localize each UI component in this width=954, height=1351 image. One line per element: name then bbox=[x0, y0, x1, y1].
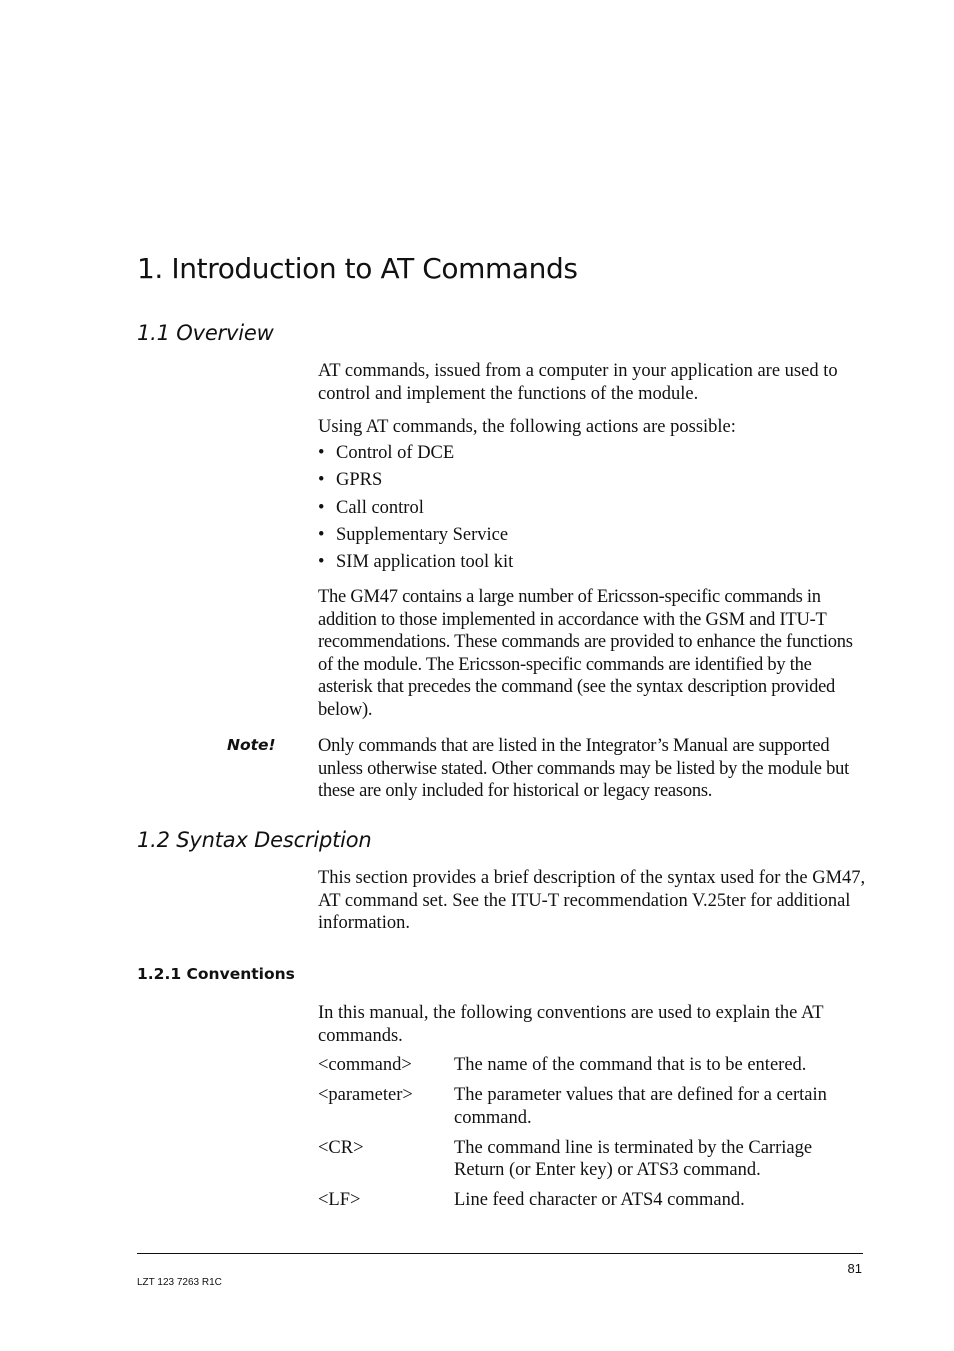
section-heading-syntax: 1.2 Syntax Description bbox=[137, 828, 372, 852]
overview-intro bbox=[318, 360, 866, 405]
conventions-intro bbox=[318, 1002, 866, 1047]
bullet-icon: • bbox=[318, 552, 325, 573]
table-row bbox=[318, 1084, 866, 1129]
footer-divider bbox=[137, 1253, 863, 1254]
conventions-table bbox=[318, 1054, 866, 1212]
list-item bbox=[318, 524, 513, 551]
table-row bbox=[318, 1054, 866, 1077]
list-item bbox=[318, 442, 513, 469]
bullet-icon: • bbox=[318, 443, 325, 463]
list-item-label: Call control bbox=[336, 497, 424, 518]
list-item-label: Supplementary Service bbox=[336, 524, 509, 545]
convention-description: The parameter values that are defined for a certain command. bbox=[454, 1085, 827, 1128]
chapter-heading: 1. Introduction to AT Commands bbox=[137, 252, 578, 285]
convention-description: Line feed character or ATS4 command. bbox=[454, 1190, 745, 1210]
overview-detail bbox=[318, 586, 866, 721]
convention-term: <command> bbox=[318, 1055, 412, 1075]
convention-description: The name of the command that is to be entered. bbox=[454, 1055, 807, 1075]
convention-term: <parameter> bbox=[318, 1085, 413, 1105]
convention-description: The command line is terminated by the Carriage Return (or Enter key) or ATS3 command. bbox=[454, 1137, 813, 1180]
table-row bbox=[318, 1189, 866, 1212]
note-text: Only commands that are listed in the Integrator’s Manual are supported unless otherwise stated. Other commands may be listed by the module but these are only included for historical or legacy reasons. bbox=[318, 736, 849, 801]
syntax-intro-text: This section provides a brief description of the syntax used for the GM47, AT command set. See the ITU-T recommendation V.25ter for additional information. bbox=[318, 868, 866, 933]
bullet-icon: • bbox=[318, 524, 325, 545]
conventions-intro-text: In this manual, the following conventions are used to explain the AT commands. bbox=[318, 1003, 824, 1046]
convention-term: <LF> bbox=[318, 1190, 361, 1210]
convention-term: <CR> bbox=[318, 1137, 364, 1158]
subsection-heading-conventions: 1.2.1 Conventions bbox=[137, 965, 295, 983]
actions-list bbox=[318, 442, 513, 578]
overview-detail-text: The GM47 contains a large number of Ericsson-specific commands in addition to those implemented in accordance with the GSM and ITU-T recommendations. These commands are provided to enhance the functions of the module. The Ericsson-specific commands are identified by the asterisk that precedes the command (see the syntax description provided below). bbox=[318, 587, 853, 720]
list-item bbox=[318, 469, 513, 496]
bullet-icon: • bbox=[318, 497, 325, 518]
document-id: LZT 123 7263 R1C bbox=[137, 1277, 222, 1288]
page-number: 81 bbox=[847, 1261, 862, 1276]
section-heading-overview: 1.1 Overview bbox=[137, 321, 274, 345]
note-label: Note! bbox=[227, 736, 276, 754]
bullet-icon: • bbox=[318, 470, 325, 491]
list-item bbox=[318, 497, 513, 524]
syntax-intro bbox=[318, 867, 866, 935]
overview-intro-text: AT commands, issued from a computer in your application are used to control and implement the functions of the module. bbox=[318, 361, 838, 404]
list-item-label: SIM application tool kit bbox=[336, 552, 514, 573]
note-block bbox=[318, 735, 866, 803]
overview-lead bbox=[318, 416, 866, 439]
list-item bbox=[318, 551, 513, 578]
list-item-label: Control of DCE bbox=[336, 443, 455, 463]
overview-lead-text: Using AT commands, the following actions are possible: bbox=[318, 417, 736, 437]
list-item-label: GPRS bbox=[336, 470, 383, 491]
table-row bbox=[318, 1137, 866, 1182]
